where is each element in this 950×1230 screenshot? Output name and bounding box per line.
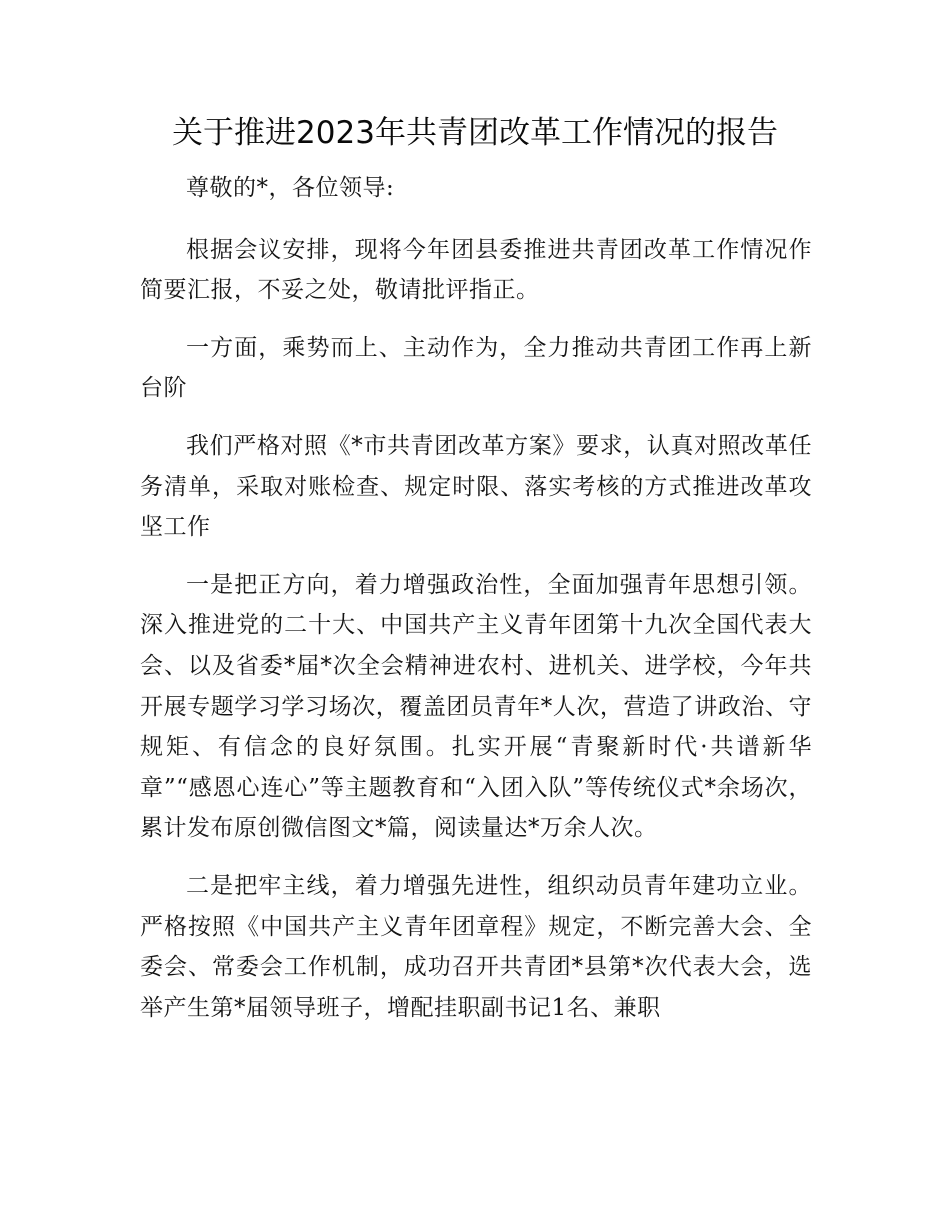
paragraph-intro: 根据会议安排，现将今年团县委推进共青团改革工作情况作简要汇报，不妥之处，敬请批评指正。	[140, 236, 812, 304]
document-title: 关于推进2023年共青团改革工作情况的报告	[172, 115, 778, 151]
paragraph-point-1: 一是把正方向，着力增强政治性，全面加强青年思想引领。深入推进党的二十大、中国共产主义青年团第十九次全国代表大会、以及省委*届*次全会精神进农村、进机关、进学校，今年共开展专题学习学习场次，覆盖团员青年*人次，营造了讲政治、守规矩、有信念的良好氛围。扎实开展“青聚新时代·共谱新华章”“感恩心连心”等主题教育和“入团入队”等传统仪式*余场次，累计发布原创微信图文*篇，阅读量达*万余人次。	[140, 571, 812, 842]
document-page	[140, 108, 812, 1045]
salutation: 尊敬的*，各位领导:	[186, 175, 395, 201]
paragraph-heading-1: 一方面，乘势而上、主动作为，全力推动共青团工作再上新台阶	[140, 334, 812, 402]
paragraph-reform-requirements: 我们严格对照《*市共青团改革方案》要求，认真对照改革任务清单，采取对账检查、规定时限、落实考核的方式推进改革攻坚工作	[140, 432, 812, 541]
paragraph-point-2: 二是把牢主线，着力增强先进性，组织动员青年建功立业。严格按照《中国共产主义青年团章程》规定，不断完善大会、全委会、常委会工作机制，成功召开共青团*县第*次代表大会，选举产生第*届领导班子，增配挂职副书记1名、兼职	[140, 872, 812, 1021]
